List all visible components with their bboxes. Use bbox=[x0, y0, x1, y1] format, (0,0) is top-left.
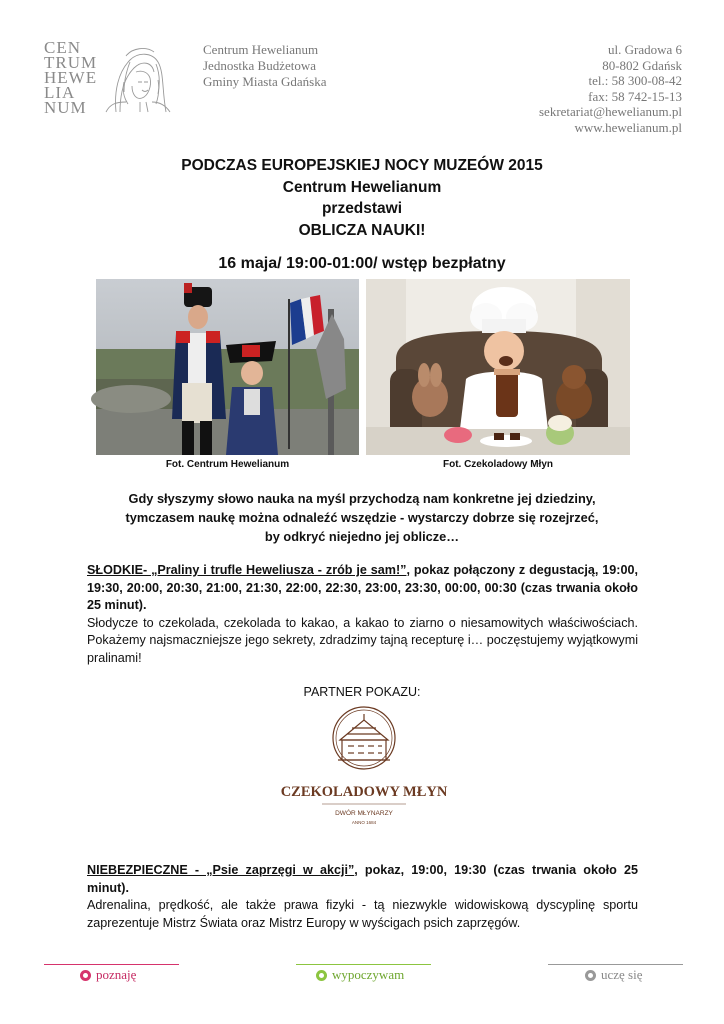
photo-caption: Fot. Czekoladowy Młyn bbox=[442, 459, 553, 470]
event-date: 16 maja/ 19:00-01:00/ wstęp bezpłatny bbox=[218, 255, 506, 272]
footer-item-ucze-sie bbox=[585, 967, 643, 983]
section-heading bbox=[87, 862, 638, 897]
phone: tel.: 58 300-08-42 bbox=[588, 73, 682, 88]
address-city: 80-802 Gdańsk bbox=[602, 57, 682, 73]
partner-label: PARTNER POKAZU: bbox=[303, 685, 421, 699]
org-line: Jednostka Budżetowa bbox=[203, 58, 317, 73]
photo-soldiers bbox=[96, 279, 359, 455]
website-link[interactable]: www.hewelianum.pl bbox=[574, 119, 682, 135]
hevelius-portrait-icon bbox=[96, 42, 174, 114]
org-line: Gminy Miasta Gdańska bbox=[203, 74, 327, 89]
circle-bullet-icon bbox=[585, 970, 596, 981]
intro-line: Gdy słyszymy słowo nauka na myśl przychodzą nam konkretne jej dziedziny, bbox=[128, 491, 596, 506]
org-line: Centrum Hewelianum bbox=[203, 42, 319, 57]
soldiers-image bbox=[96, 279, 359, 455]
section-heading bbox=[87, 562, 638, 615]
organization-name bbox=[203, 42, 326, 90]
hewelianum-logo bbox=[44, 40, 176, 118]
logo-line: HEWE bbox=[44, 68, 98, 87]
intro-line: tymczasem naukę można odnaleźć wszędzie - wystarczy dobrze się rozejrzeć, bbox=[125, 510, 599, 525]
logo-line: TRUM bbox=[44, 53, 98, 72]
mill-icon bbox=[280, 704, 448, 830]
section-schedule: , pokaz, 19:00, 19:30 (czas trwania około 25 minut). bbox=[87, 863, 638, 895]
footer-divider-pink bbox=[44, 964, 179, 965]
circle-bullet-icon bbox=[80, 970, 91, 981]
footer-item-wypoczywam bbox=[316, 967, 404, 983]
photo-chocolate-chef bbox=[366, 279, 630, 455]
partner-est: ANNO 1684 bbox=[351, 820, 377, 825]
chef-image bbox=[366, 279, 630, 455]
logo-line: NUM bbox=[44, 98, 87, 117]
footer-divider-gray bbox=[548, 964, 683, 965]
intro-text bbox=[60, 489, 664, 546]
footer-divider-green bbox=[296, 964, 431, 965]
program-title: OBLICZA NAUKI! bbox=[298, 221, 426, 239]
presents-text: przedstawi bbox=[321, 200, 403, 217]
circle-bullet-icon bbox=[316, 970, 327, 981]
section-title: NIEBEZPIECZNE - „Psie zaprzęgi w akcji” bbox=[87, 863, 355, 877]
section-schedule: , pokaz połączony z degustacją, 19:00, 19:30, 20:00, 20:30, 21:00, 21:30, 22:00, 22:30, 23:00, 23:30, 00:00, 00:30 (czas trwania około 25 minut). bbox=[87, 563, 638, 612]
photo-caption: Fot. Centrum Hewelianum bbox=[165, 459, 290, 470]
logo-wordmark bbox=[44, 40, 97, 115]
partner-subtitle: DWÓR MŁYNARZY bbox=[335, 810, 393, 817]
partner-brand: CZEKOLADOWY MŁYN bbox=[280, 784, 448, 800]
logo-line: CEN bbox=[44, 38, 81, 57]
czekoladowy-mlyn-logo bbox=[280, 704, 448, 830]
intro-line: by odkryć niejedno jej oblicze… bbox=[264, 529, 460, 544]
footer-label: uczę się bbox=[601, 967, 643, 982]
event-heading: PODCZAS EUROPEJSKIEJ NOCY MUZEÓW 2015 bbox=[181, 157, 543, 174]
fax: fax: 58 742-15-13 bbox=[588, 88, 682, 104]
section-body: Słodycze to czekolada, czekolada to kakao, a kakao to ziarno o niesamowitych właściwościach. Pokażemy najsmaczniejsze jego sekrety, zdradzimy tajną recepturę i… poczęstujemy wyjątkowymi pralinami! bbox=[87, 615, 638, 665]
footer-item-poznaje bbox=[80, 967, 136, 983]
venue-name: Centrum Hewelianum bbox=[282, 178, 442, 196]
section-sweet bbox=[87, 562, 638, 667]
contact-block bbox=[539, 42, 682, 135]
footer-label: poznaję bbox=[96, 967, 137, 982]
section-title: SŁODKIE- „Praliny i trufle Heweliusza - zrób je sam!” bbox=[87, 563, 407, 577]
section-body: Adrenalina, prędkość, ale także prawa fizyki - tą niezwykle widowiskową dyscyplinę sportu zaprezentuje Mistrz Świata oraz Mistrz Europy w wyścigach psich zaprzęgów. bbox=[87, 898, 638, 930]
address-street: ul. Gradowa 6 bbox=[607, 42, 682, 57]
logo-line: LIA bbox=[44, 83, 76, 102]
section-dangerous bbox=[87, 862, 638, 932]
event-titles bbox=[0, 155, 724, 241]
email-link[interactable]: sekretariat@hewelianum.pl bbox=[539, 104, 682, 119]
footer-label: wypoczywam bbox=[332, 967, 405, 982]
